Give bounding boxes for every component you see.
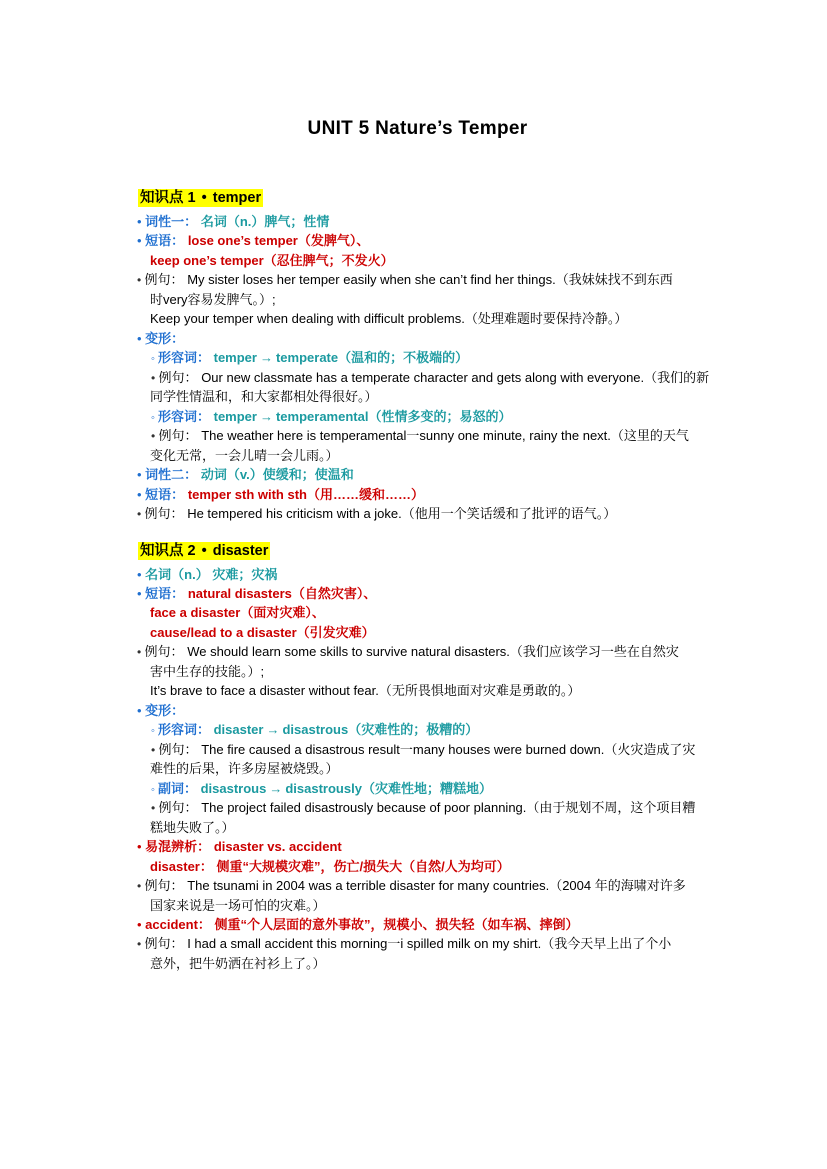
text-segment: 例句： — [158, 741, 198, 757]
content-line — [150, 819, 717, 837]
content-line — [150, 682, 717, 700]
bullet-small-icon: • — [137, 937, 145, 952]
text-segment: 例句： — [144, 936, 184, 952]
bullet-small-icon: • — [137, 645, 145, 660]
content-line — [137, 486, 717, 504]
text-segment: 糕地失败了。） — [150, 819, 235, 835]
section-bullet-icon: • — [197, 542, 211, 559]
text-segment: 害中生存的技能。）; — [150, 663, 265, 679]
content-line — [150, 858, 717, 876]
text-segment: The tsunami in 2004 was a terrible disaster for many countries.（2004 年的海啸对许多 — [187, 878, 686, 894]
content-line — [137, 232, 717, 250]
bullet-dot-icon: • — [137, 702, 146, 718]
text-segment: I had a small accident this morning一i spilled milk on my shirt.（我今天早上出了个小 — [187, 936, 672, 952]
text-segment: 易混辨析： — [145, 839, 211, 855]
content-line — [151, 427, 717, 445]
content-line — [137, 271, 717, 289]
content-line — [150, 604, 717, 622]
content-line — [150, 252, 717, 270]
text-segment: temperate（温和的；不极端的） — [275, 350, 469, 366]
section-header — [138, 539, 270, 560]
text-segment: natural disasters（自然灾害）、 — [187, 586, 377, 602]
text-segment: → — [266, 722, 280, 738]
content-line — [137, 505, 717, 523]
bullet-small-icon: • — [151, 801, 159, 816]
content-line — [137, 585, 717, 603]
text-segment: 国家来说是一场可怕的灾难。） — [150, 897, 326, 913]
text-segment: → — [269, 780, 283, 796]
text-segment: disaster： — [150, 858, 213, 874]
content-line — [150, 624, 717, 642]
text-segment: He tempered his criticism with a joke.（他用一个笑话缓和了批评的语气。） — [187, 506, 617, 522]
page-title: UNIT 5 Nature’s Temper — [307, 118, 528, 139]
text-segment: 词性二： — [145, 467, 198, 483]
content-line — [151, 408, 717, 427]
text-segment: 形容词： — [157, 408, 210, 424]
text-segment: 例句： — [158, 369, 198, 385]
bullet-small-icon: • — [137, 507, 145, 522]
text-segment: 短语： — [145, 233, 185, 249]
text-segment: 形容词： — [157, 722, 210, 738]
text-segment: 短语： — [145, 586, 185, 602]
content-line — [137, 916, 717, 934]
bullet-dot-icon: • — [137, 917, 146, 933]
text-segment: We should learn some skills to survive natural disasters.（我们应该学习一些在自然灾 — [187, 644, 679, 660]
text-segment: It’s brave to face a disaster without fear.（无所畏惧地面对灾难是勇敢的。） — [150, 683, 581, 699]
bullet-small-icon: • — [151, 429, 159, 444]
bullet-dot-icon: • — [137, 486, 146, 502]
text-segment: → — [259, 408, 273, 424]
text-segment: lose one’s temper（发脾气）、 — [187, 233, 370, 249]
text-segment: 例句： — [144, 272, 184, 288]
bullet-small-icon: • — [151, 370, 159, 385]
content-line — [137, 643, 717, 661]
content-line — [150, 897, 717, 915]
content-line — [151, 799, 717, 817]
content-line — [151, 721, 717, 740]
content-line — [150, 310, 717, 328]
bullet-dot-icon: • — [137, 330, 146, 346]
bullet-circle-icon: ◦ — [151, 725, 158, 738]
text-segment: 名词（n.） 灾难；灾祸 — [145, 566, 278, 582]
text-segment: The fire caused a disastrous result一many houses were burned down.（火灾造成了灾 — [201, 741, 696, 757]
content-line — [137, 213, 717, 231]
document-body — [118, 172, 717, 973]
text-segment: 例句： — [144, 506, 184, 522]
text-segment: 变形： — [145, 702, 185, 718]
content-line — [150, 447, 717, 465]
content-line — [150, 663, 717, 681]
text-segment: The weather here is temperamental一sunny one minute, rainy the next.（这里的天气 — [201, 428, 689, 444]
bullet-circle-icon: ◦ — [151, 411, 158, 424]
bullet-dot-icon: • — [137, 467, 146, 483]
text-segment: disastrous — [200, 780, 267, 796]
text-segment: temperamental（性情多变的；易怒的） — [275, 408, 512, 424]
text-segment: 难性的后果，许多房屋被烧毁。） — [150, 761, 339, 777]
text-segment: face a disaster（面对灾难）、 — [150, 605, 325, 621]
text-segment: 同学性情温和，和大家都相处得很好。） — [150, 389, 378, 405]
section-highlight — [138, 189, 263, 207]
section-keyword: temper — [212, 190, 262, 206]
content-line — [137, 330, 717, 348]
content-line — [137, 566, 717, 584]
text-segment: 动词（v.）使缓和；使温和 — [200, 467, 354, 483]
section-header-row — [118, 172, 717, 213]
content-line — [151, 369, 717, 387]
bullet-circle-icon: ◦ — [151, 353, 158, 366]
text-segment: disastrously（灾难性地；糟糕地） — [285, 780, 492, 796]
text-segment: 名词（n.）脾气；性情 — [200, 214, 330, 229]
text-segment: Our new classmate has a temperate character and gets along with everyone.（我们的新 — [201, 369, 710, 385]
content-line — [150, 291, 717, 309]
text-segment: → — [259, 350, 273, 366]
text-segment: 时very容易发脾气。）; — [150, 291, 276, 307]
bullet-small-icon: • — [137, 879, 145, 894]
content-line — [137, 838, 717, 856]
text-segment: My sister loses her temper easily when she can’t find her things.（我妹妹找不到东西 — [187, 272, 673, 288]
text-segment: 例句： — [158, 800, 198, 816]
text-segment: 例句： — [144, 878, 184, 894]
text-segment: 意外，把牛奶洒在衬衫上了。） — [150, 955, 326, 971]
text-segment: 变形： — [145, 330, 185, 346]
section-highlight — [138, 542, 270, 560]
section-keyword: disaster — [212, 542, 269, 559]
bullet-circle-icon: ◦ — [151, 783, 158, 796]
text-segment: 形容词： — [157, 350, 210, 366]
content-line — [137, 702, 717, 720]
content-line — [151, 349, 717, 368]
text-segment: disaster vs. accident — [213, 839, 342, 855]
text-segment: 例句： — [144, 644, 184, 660]
bullet-dot-icon: • — [137, 214, 146, 229]
text-segment: temper sth with sth（用……缓和……） — [187, 486, 424, 502]
bullet-small-icon: • — [151, 742, 159, 757]
text-segment: 例句： — [158, 428, 198, 444]
content-line — [150, 388, 717, 406]
content-line — [137, 935, 717, 953]
content-line — [150, 760, 717, 778]
content-line — [150, 955, 717, 973]
text-segment: accident： — [145, 917, 211, 933]
text-segment: temper — [213, 350, 257, 366]
content-line — [137, 877, 717, 895]
text-segment: disaster — [213, 722, 264, 738]
content-line — [151, 780, 717, 799]
text-segment: The project failed disastrously because of poor planning.（由于规划不周，这个项目糟 — [201, 800, 696, 816]
bullet-dot-icon: • — [137, 566, 146, 582]
text-segment: cause/lead to a disaster（引发灾难） — [150, 624, 375, 640]
text-segment: 变化无常，一会儿晴一会儿雨。） — [150, 447, 339, 463]
content-line — [151, 741, 717, 759]
bullet-dot-icon: • — [137, 233, 146, 249]
text-segment: 词性一： — [145, 214, 198, 229]
section-bullet-icon: • — [197, 190, 211, 206]
text-segment: temper — [213, 408, 257, 424]
text-segment: 短语： — [145, 486, 185, 502]
text-segment: Keep your temper when dealing with difficult problems.（处理难题时要保持冷静。） — [150, 311, 628, 327]
text-segment: keep one’s temper（忍住脾气；不发火） — [150, 252, 394, 268]
section-header — [138, 186, 263, 207]
content-line — [137, 466, 717, 484]
bullet-dot-icon: • — [137, 586, 146, 602]
text-segment: 侧重“个人层面的意外事故”，规模小、损失轻（如车祸、摔倒） — [214, 917, 579, 933]
bullet-dot-icon: • — [137, 839, 146, 855]
bullet-small-icon: • — [137, 273, 145, 288]
text-segment: 副词： — [157, 780, 197, 796]
section-label: 知识点 2 — [140, 542, 196, 559]
text-segment: 侧重“大规模灾难”，伤亡/损失大（自然/人为均可） — [216, 858, 510, 874]
section-header-row — [118, 525, 717, 566]
text-segment: disastrous（灾难性的；极糟的） — [282, 722, 479, 738]
section-label: 知识点 1 — [140, 190, 196, 206]
